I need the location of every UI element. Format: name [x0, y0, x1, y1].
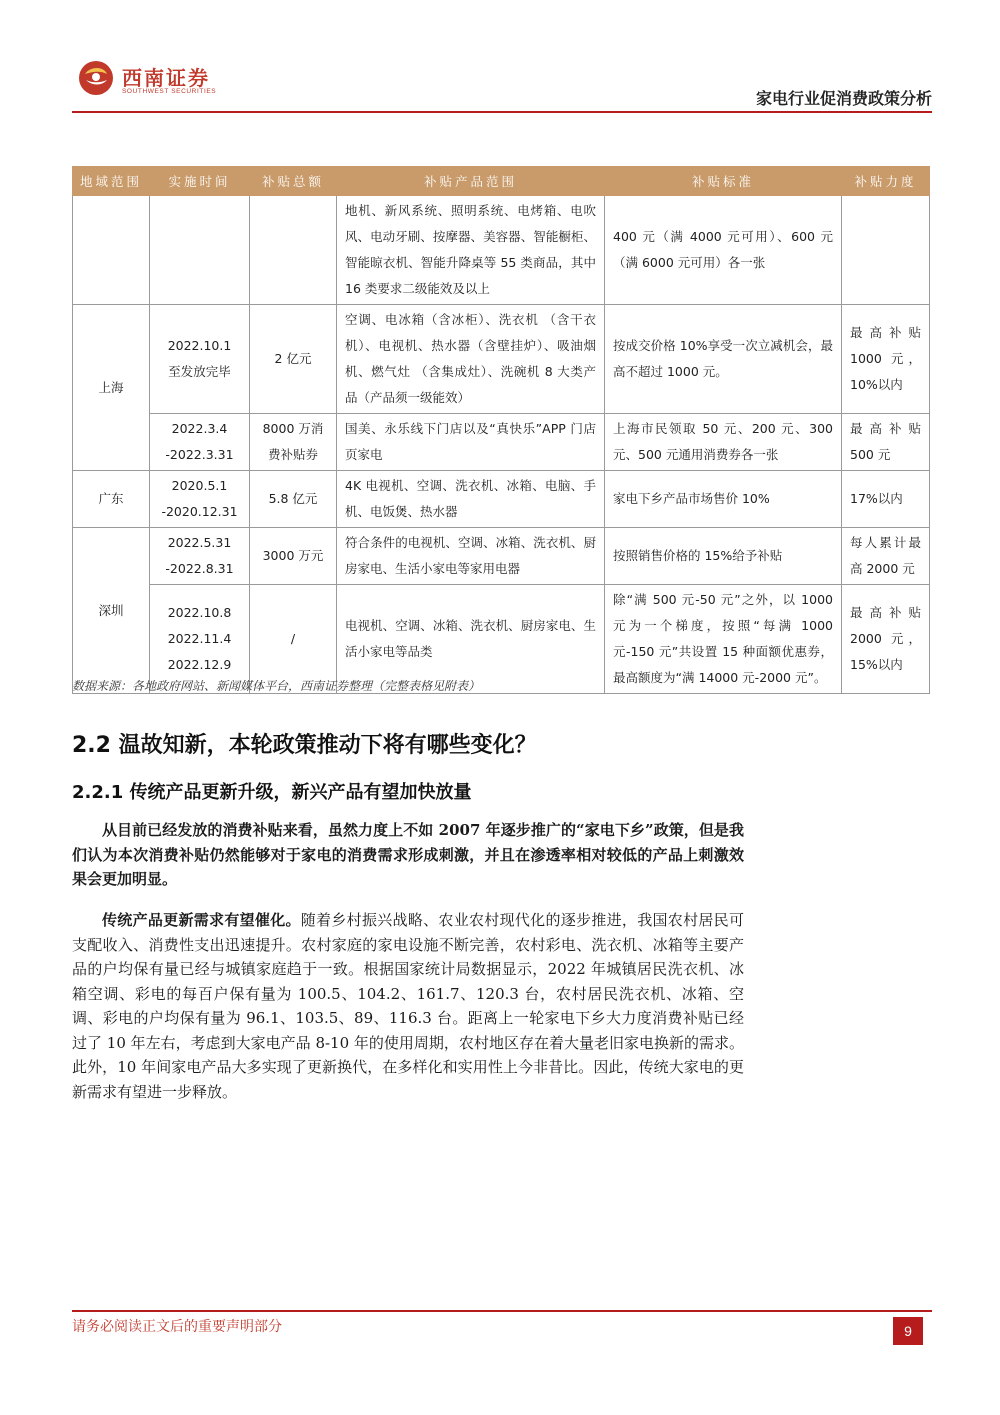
column-header: 补贴标准 [605, 167, 842, 196]
strength-cell: 每人累计最高 2000 元 [842, 528, 930, 585]
disclaimer-note: 请务必阅读正文后的重要声明部分 [72, 1319, 282, 1335]
strength-cell: 最 高 补 贴 2000 元，15%以内 [842, 585, 930, 694]
time-start: 2022.5.31 [167, 535, 232, 550]
table-row [73, 305, 930, 414]
standard-cell: 按照销售价格的 15%给予补贴 [605, 528, 842, 585]
document-title: 家电行业促消费政策分析 [755, 89, 932, 108]
standard-cell: 家电下乡产品市场售价 10% [605, 471, 842, 528]
time-end: -2020.12.31 [161, 504, 238, 519]
table-row [73, 471, 930, 528]
table-row [73, 414, 930, 471]
region-cell [73, 196, 150, 305]
header-divider [72, 111, 932, 113]
time-end: 2022.12.9 [167, 657, 232, 672]
time-cell [150, 414, 250, 471]
time-start: 2020.5.1 [171, 478, 228, 493]
time-start: 2022.10.8 [167, 605, 232, 620]
column-header: 补贴总额 [250, 167, 337, 196]
paragraph-body: 随着乡村振兴战略、农业农村现代化的逐步推进，我国农村居民可支配收入、消费性支出迅速提升。农村家庭的家电设施不断完善，农村彩电、洗衣机、冰箱等主要产品的户均保有量已经与城镇家庭趋于一致。根据国家统计局数据显示，2022 年城镇居民洗衣机、冰箱空调、彩电的每百户保有量为 100.5、104.2、161.7、120.3 台，农村居民洗衣机、冰箱、空调、彩电的户均保有量为 96.1、103.5、89、116.3 台。距离上一轮家电下乡大力度消费补贴已经过了 10 年左右，考虑到大家电产品 8-10 年的使用周期，农村地区存在着大量老旧家电换新的需求。此外，10 年间家电产品大多实现了更新换代，在多样化和实用性上今非昔比。因此，传统大家电的更新需求有望进一步释放。 [72, 911, 744, 1101]
standard-cell: 除“满 500 元-50 元”之外，以 1000 元为一个梯度，按照“每满 1000 元-150 元”共设置 15 种面额优惠券，最高额度为“满 14000 元-2000 元”。 [605, 585, 842, 694]
table-source-note: 数据来源：各地政府网站、新闻媒体平台，西南证券整理（完整表格见附表） [72, 679, 481, 693]
strength-cell: 最 高 补 贴 1000 元，10%以内 [842, 305, 930, 414]
table-row [73, 196, 930, 305]
subsidy-policy-table [72, 166, 930, 694]
time-end: 至发放完毕 [168, 364, 231, 379]
region-cell: 深圳 [73, 528, 150, 694]
standard-cell: 按成交价格 10%享受一次立减机会，最高不超过 1000 元。 [605, 305, 842, 414]
time-cell [150, 528, 250, 585]
products-cell: 空调、电冰箱（含冰柜）、洗衣机 （含干衣机）、电视机、热水器（含壁挂炉）、吸油烟机、燃气灶 （含集成灶）、洗碗机 8 大类产品（产品须一级能效） [337, 305, 605, 414]
column-header: 地域范围 [73, 167, 150, 196]
strength-cell [842, 196, 930, 305]
standard-cell: 400 元（满 4000 元可用）、600 元（满 6000 元可用）各一张 [605, 196, 842, 305]
time-end: -2022.3.31 [165, 447, 234, 462]
strength-cell: 17%以内 [842, 471, 930, 528]
total-cell: 3000 万元 [250, 528, 337, 585]
paragraph-lead: 传统产品更新需求有望催化。 [102, 911, 301, 929]
products-cell: 电视机、空调、冰箱、洗衣机、厨房家电、生活小家电等品类 [337, 585, 605, 694]
column-header: 补贴产品范围 [337, 167, 605, 196]
standard-cell: 上海市民领取 50 元、200 元、300 元、500 元通用消费券各一张 [605, 414, 842, 471]
total-cell: 2 亿元 [250, 305, 337, 414]
total-cell [250, 196, 337, 305]
page-number: 9 [893, 1317, 923, 1345]
column-header: 实施时间 [150, 167, 250, 196]
brand-name-en: SOUTHWEST SECURITIES [122, 88, 217, 95]
region-cell: 广东 [73, 471, 150, 528]
brand-logo-icon [78, 60, 114, 96]
time-start: 2022.10.1 [167, 338, 232, 353]
time-cell [150, 305, 250, 414]
brand-name-cn: 西南证券 [122, 66, 210, 90]
subsection-heading: 2.2.1 传统产品更新升级，新兴产品有望加快放量 [72, 782, 472, 803]
page-header [72, 56, 932, 112]
region-cell: 上海 [73, 305, 150, 471]
products-cell: 国美、永乐线下门店以及“真快乐”APP 门店页家电 [337, 414, 605, 471]
body-paragraph-1: 从目前已经发放的消费补贴来看，虽然力度上不如 2007 年逐步推广的“家电下乡”政策，但是我们认为本次消费补贴仍然能够对于家电的消费需求形成刺激，并且在渗透率相对较低的产品上刺激效果会更加明显。 [72, 821, 744, 888]
time-start: 2022.3.4 [171, 421, 228, 436]
footer-divider [72, 1310, 932, 1312]
total-cell: 5.8 亿元 [250, 471, 337, 528]
products-cell: 地机、新风系统、照明系统、电烤箱、电吹风、电动牙刷、按摩器、美容器、智能橱柜、智能晾衣机、智能升降桌等 55 类商品，其中 16 类要求二级能效及以上 [337, 196, 605, 305]
products-cell: 符合条件的电视机、空调、冰箱、洗衣机、厨房家电、生活小家电等家用电器 [337, 528, 605, 585]
column-header: 补贴力度 [842, 167, 930, 196]
table-row [73, 528, 930, 585]
table-header-row [73, 167, 930, 196]
time-cell [150, 196, 250, 305]
time-end: -2022.8.31 [165, 561, 234, 576]
products-cell: 4K 电视机、空调、洗衣机、冰箱、电脑、手机、电饭煲、热水器 [337, 471, 605, 528]
total-cell: 8000 万消费补贴券 [250, 414, 337, 471]
time-cell [150, 471, 250, 528]
time-mid: 2022.11.4 [167, 631, 232, 646]
strength-cell: 最 高 补 贴 500 元 [842, 414, 930, 471]
total-cell: / [250, 585, 337, 694]
body-paragraph-2 [72, 908, 744, 1104]
section-heading: 2.2 温故知新，本轮政策推动下将有哪些变化？ [72, 733, 537, 758]
